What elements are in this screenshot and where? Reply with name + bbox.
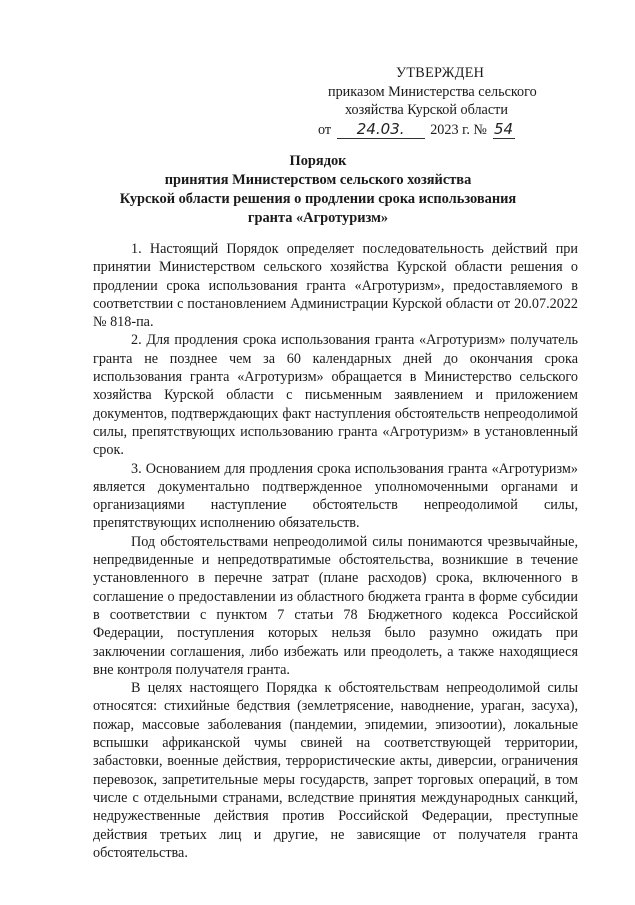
paragraph-2: 2. Для продления срока использования гранта «Агротуризм» получатель гранта не позднее чем за 60 календарных дней до окончания срока использования гранта «Агротуризм» обращается в Министерство сельского хозяйства Курской области с письменным заявлением и приложением документов, подтверждающих факт наступления обстоятельств непреодолимой силы, препятствующих использованию гранта «Агротуризм» в установленный срок. [93,332,578,459]
approval-stamp-block [318,64,578,139]
title-line-4: гранта «Агротуризм» [247,210,389,226]
handwritten-date: 24.03. [337,120,425,140]
handwritten-number: 54 [493,119,514,138]
year-number-label: 2023 г. № [430,121,487,138]
date-prefix: от [318,121,332,138]
document-body [93,240,578,862]
document-title [40,152,596,228]
paragraph-1: 1. Настоящий Порядок определяет последовательность действий при принятии Министерством сельского хозяйства Курской области решения о продлении срока использования гранта «Агротуризм», предоставляемого в соответствии с постановлением Администрации Курской области от 20.07.2022 № 818-па. [93,241,578,331]
title-line-3: Курской области решения о продлении срока использования [119,191,517,207]
title-line-1: Порядок [289,153,347,169]
approval-line-order: приказом Министерства сельского [328,83,537,100]
approval-line-date [318,120,578,140]
paragraph-force-majeure-definition: Под обстоятельствами непреодолимой силы понимаются чрезвычайные, непредвиденные и непредотвратимые обстоятельства, возникшие в течение установленного в перечне затрат (плане расходов) срока, включенного в соглашение о предоставлении из областного бюджета гранта в форме субсидии в соответствии с пунктом 7 статьи 78 Бюджетного кодекса Российской Федерации, поступления которых нельзя было разумно ожидать при заключении соглашения, либо избежать или преодолеть, а также находящиеся вне контроля получателя гранта. [93,533,578,678]
paragraph-3: 3. Основанием для продления срока использования гранта «Агротуризм» является документально подтвержденное уполномоченными органами и организациями наступление обстоятельств непреодолимой силы, препятствующих исполнению обязательств. [93,460,578,532]
approval-heading: УТВЕРЖДЕН [396,65,485,81]
paragraph-force-majeure-list: В целях настоящего Порядка к обстоятельствам непреодолимой силы относятся: стихийные бедствия (землетрясение, наводнение, ураган, засуха), пожар, массовые заболевания (пандемии, эпидемии, эпизоотии), локальные вспышки африканской чумы свиней на соответствующей территории, забастовки, военные действия, террористические акты, диверсии, ограничения перевозок, запретительные меры государств, запрет торговых операций, в том числе с отдельными странами, вследствие принятия международных санкций, недружественные действия против Российской Федерации, преступные действия третьих лиц и другие, не зависящие от получателя гранта обстоятельства. [93,680,578,861]
approval-line-ministry: хозяйства Курской области [345,102,508,118]
title-line-2: принятия Министерством сельского хозяйства [164,172,472,188]
